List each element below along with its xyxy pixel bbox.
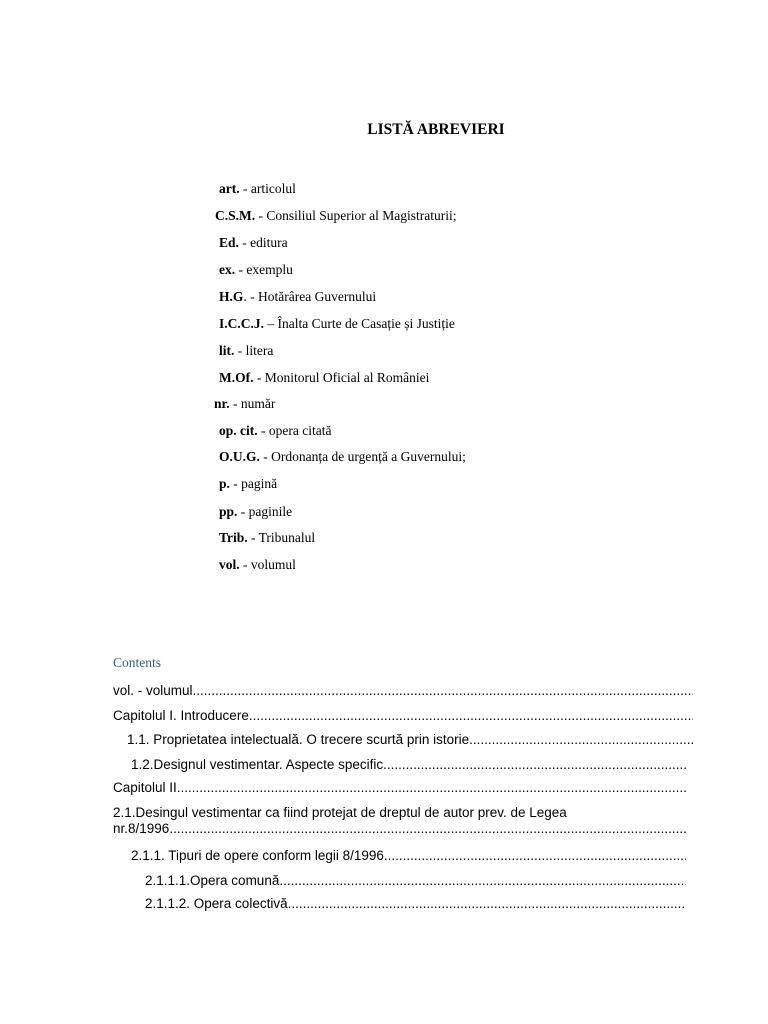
toc-entry-text: 2.1.Desingul vestimentar ca fiind protejat de dreptul de autor prev. de Legea [113, 805, 567, 820]
abbr-desc: - Tribunalul [247, 530, 316, 545]
abbr-term: H.G [219, 289, 244, 304]
toc-entry-text: Capitolul I. Introducere [113, 708, 249, 723]
abbr-item-art [219, 181, 296, 197]
abbr-item-iccj [219, 316, 455, 332]
abbr-term: Trib. [219, 530, 248, 545]
toc-entry-text-continued: nr.8/1996 [113, 821, 170, 836]
toc-entry-text: 1.1. Proprietatea intelectuală. O trecere scurtă prin istorie [127, 732, 470, 747]
abbr-term: ex. [219, 262, 236, 277]
toc-leader-dots [193, 683, 693, 699]
abbr-term: O.U.G. [219, 449, 260, 464]
toc-entry-text: Capitolul II [113, 780, 177, 795]
toc-entry-text: 2.1.1.2. Opera colectivă [145, 896, 288, 911]
toc-leader-dots [288, 896, 686, 912]
toc-entry[interactable] [113, 708, 693, 724]
abbr-term: nr. [214, 396, 230, 411]
abbr-item-csm [215, 208, 456, 224]
toc-entry[interactable] [145, 896, 686, 912]
toc-entry-text: 1.2.Designul vestimentar. Aspecte specific [131, 757, 384, 772]
toc-leader-dots [279, 873, 686, 889]
toc-entry-text: 2.1.1.1.Opera comună [145, 873, 280, 888]
abbr-term: art. [219, 181, 240, 196]
abbr-desc: – Înalta Curte de Casație și Justiție [264, 316, 455, 331]
abbr-desc: - număr [229, 396, 276, 411]
abbr-desc: - articolul [239, 181, 296, 196]
abbr-item-hg [219, 289, 376, 305]
toc-leader-dots [383, 757, 686, 773]
abbr-item-p [219, 476, 277, 492]
toc-leader-dots [249, 708, 693, 724]
abbr-item-trib [219, 530, 315, 546]
toc-entry[interactable] [113, 683, 693, 699]
abbr-desc: - pagină [229, 476, 278, 491]
contents-heading: Contents [113, 655, 162, 670]
toc-leader-dots [177, 780, 686, 796]
abbr-item-lit [219, 343, 273, 359]
abbr-term: pp. [219, 504, 238, 519]
abbr-desc: - Ordonanța de urgență a Guvernului; [259, 449, 466, 464]
toc-leader-dots [469, 732, 693, 748]
toc-entry[interactable] [131, 757, 686, 773]
abbr-term: p. [219, 476, 230, 491]
abbr-desc: - volumul [239, 557, 296, 572]
abbr-item-nr [214, 396, 275, 412]
abbr-term: M.Of. [219, 370, 254, 385]
abbr-term: op. cit. [219, 423, 258, 438]
toc-entry[interactable] [113, 780, 686, 796]
toc-entry[interactable] [131, 848, 686, 864]
toc-entry-text: vol. - volumul [113, 683, 193, 698]
abbr-item-opcit [219, 423, 331, 439]
page-title: LISTĂ ABREVIERI [367, 121, 505, 138]
abbr-item-oug [219, 449, 466, 465]
toc-entry-text: 2.1.1. Tipuri de opere conform legii 8/1996 [131, 848, 384, 863]
abbr-term: lit. [219, 343, 235, 358]
abbr-item-vol [219, 557, 296, 573]
abbr-term: vol. [219, 557, 240, 572]
toc-entry[interactable] [145, 873, 686, 889]
toc-leader-dots [169, 821, 686, 837]
toc-entry[interactable] [127, 732, 693, 748]
abbr-item-ed [219, 235, 288, 251]
abbr-desc: . - Hotărârea Guvernului [243, 289, 377, 304]
abbr-desc: - exemplu [235, 262, 293, 277]
abbr-item-mof [219, 370, 429, 386]
abbr-desc: - editura [238, 235, 288, 250]
abbr-term: C.S.M. [215, 208, 256, 223]
abbr-desc: - Consiliul Superior al Magistraturii; [255, 208, 457, 223]
abbr-item-pp [219, 504, 292, 520]
toc-leader-dots [384, 848, 686, 864]
abbr-desc: - Monitorul Oficial al României [253, 370, 430, 385]
abbr-desc: - opera citată [257, 423, 332, 438]
abbr-term: Ed. [219, 235, 239, 250]
abbr-item-ex [219, 262, 293, 278]
toc-entry[interactable] [113, 805, 686, 837]
abbr-desc: - litera [234, 343, 274, 358]
abbr-term: I.C.C.J. [219, 316, 265, 331]
abbr-desc: - paginile [237, 504, 293, 519]
